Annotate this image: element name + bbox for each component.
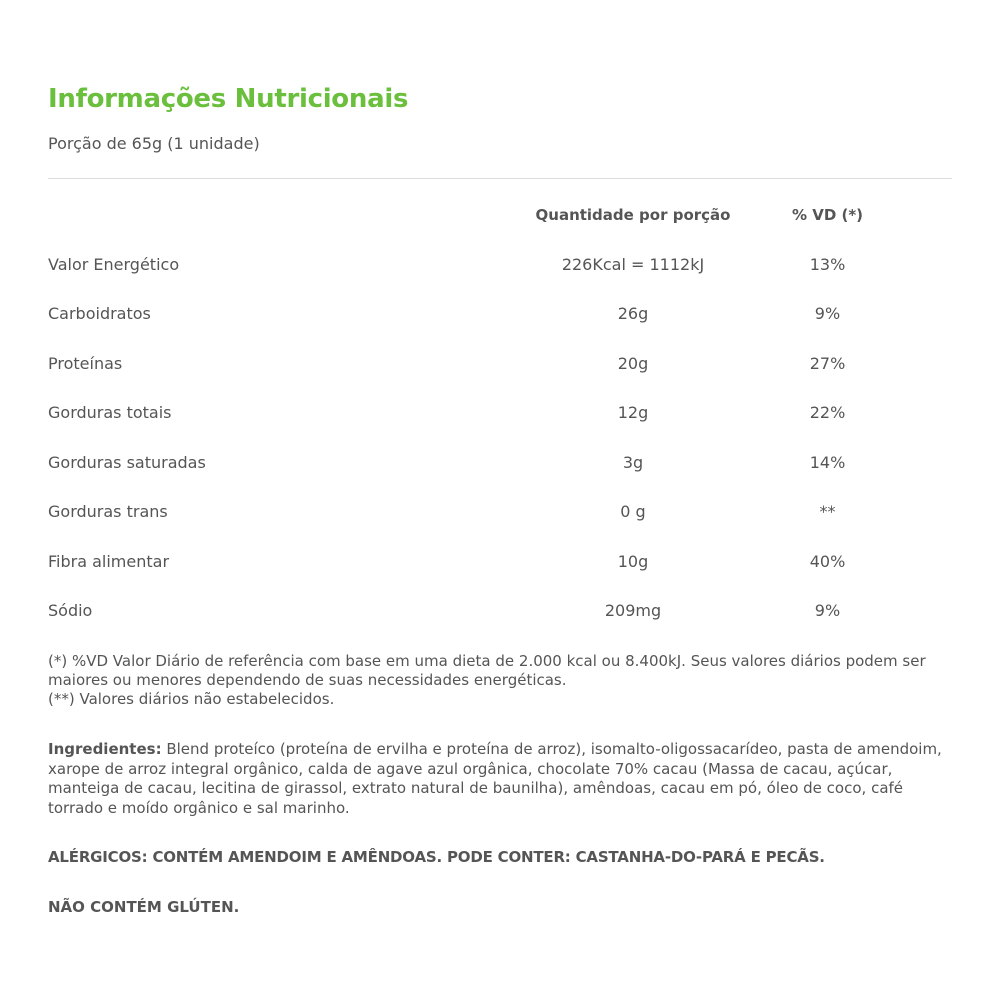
footnotes bbox=[48, 652, 952, 709]
table-row bbox=[48, 586, 952, 636]
nutrient-name: Sódio bbox=[48, 601, 93, 621]
nutrient-vd: 40% bbox=[809, 551, 846, 571]
top-band bbox=[0, 0, 1000, 76]
nutrient-vd: ** bbox=[819, 502, 836, 522]
table-row bbox=[48, 240, 952, 290]
nutrient-name: Gorduras totais bbox=[48, 403, 172, 423]
gluten-notice: NÃO CONTÉM GLÚTEN. bbox=[48, 898, 240, 916]
ingredients bbox=[48, 740, 952, 818]
table-header-row bbox=[48, 190, 952, 240]
nutrient-vd: 22% bbox=[809, 403, 846, 423]
page-title: Informações Nutricionais bbox=[48, 84, 409, 114]
nutrient-vd: 9% bbox=[814, 601, 841, 621]
nutrient-name: Gorduras trans bbox=[48, 502, 168, 522]
nutrient-vd: 13% bbox=[809, 254, 846, 274]
nutrient-quantity: 10g bbox=[617, 551, 649, 571]
ingredients-text: Blend proteíco (proteína de ervilha e proteína de arroz), isomalto-oligossacarídeo, pasta de amendoim, xarope de arroz integral orgânico, calda de agave azul orgânica, chocolate 70% cacau (Massa de cacau, açúcar, manteiga de cacau, lecitina de girassol, extrato natural de baunilha), amêndoas, cacau em pó, óleo de coco, café torrado e moído orgânico e sal marinho. bbox=[48, 740, 942, 817]
nutrition-table bbox=[48, 190, 952, 636]
vd-footnote: (*) %VD Valor Diário de referência com base em uma dieta de 2.000 kcal ou 8.400kJ. Seus valores diários podem ser maiores ou menores dependendo de suas necessidades energéticas. bbox=[48, 652, 926, 689]
ingredients-label: Ingredientes: bbox=[48, 740, 162, 758]
allergens-notice: ALÉRGICOS: CONTÉM AMENDOIM E AMÊNDOAS. PODE CONTER: CASTANHA-DO-PARÁ E PECÃS. bbox=[48, 848, 825, 866]
nutrient-quantity: 3g bbox=[622, 452, 644, 472]
portion-size: Porção de 65g (1 unidade) bbox=[48, 134, 260, 153]
nutrient-quantity: 12g bbox=[617, 403, 649, 423]
table-row bbox=[48, 339, 952, 389]
table-row bbox=[48, 487, 952, 537]
nutrient-vd: 9% bbox=[814, 304, 841, 324]
table-row bbox=[48, 388, 952, 438]
nutrient-name: Carboidratos bbox=[48, 304, 151, 324]
table-row bbox=[48, 537, 952, 587]
table-row bbox=[48, 438, 952, 488]
not-established-footnote: (**) Valores diários não estabelecidos. bbox=[48, 690, 335, 708]
nutrient-name: Valor Energético bbox=[48, 254, 180, 274]
column-header-nutrient bbox=[48, 190, 483, 240]
nutrient-name: Gorduras saturadas bbox=[48, 452, 206, 472]
nutrient-quantity: 209mg bbox=[604, 601, 662, 621]
nutrient-quantity: 226Kcal = 1112kJ bbox=[561, 254, 705, 274]
divider bbox=[48, 178, 952, 179]
nutrient-quantity: 20g bbox=[617, 353, 649, 373]
column-header-quantity: Quantidade por porção bbox=[535, 205, 731, 224]
nutrient-name: Proteínas bbox=[48, 353, 123, 373]
column-header-vd: % VD (*) bbox=[791, 205, 864, 224]
table-row bbox=[48, 289, 952, 339]
nutrient-vd: 14% bbox=[809, 452, 846, 472]
nutrient-vd: 27% bbox=[809, 353, 846, 373]
nutrient-quantity: 0 g bbox=[620, 502, 646, 522]
nutrient-name: Fibra alimentar bbox=[48, 551, 170, 571]
nutrient-quantity: 26g bbox=[617, 304, 649, 324]
